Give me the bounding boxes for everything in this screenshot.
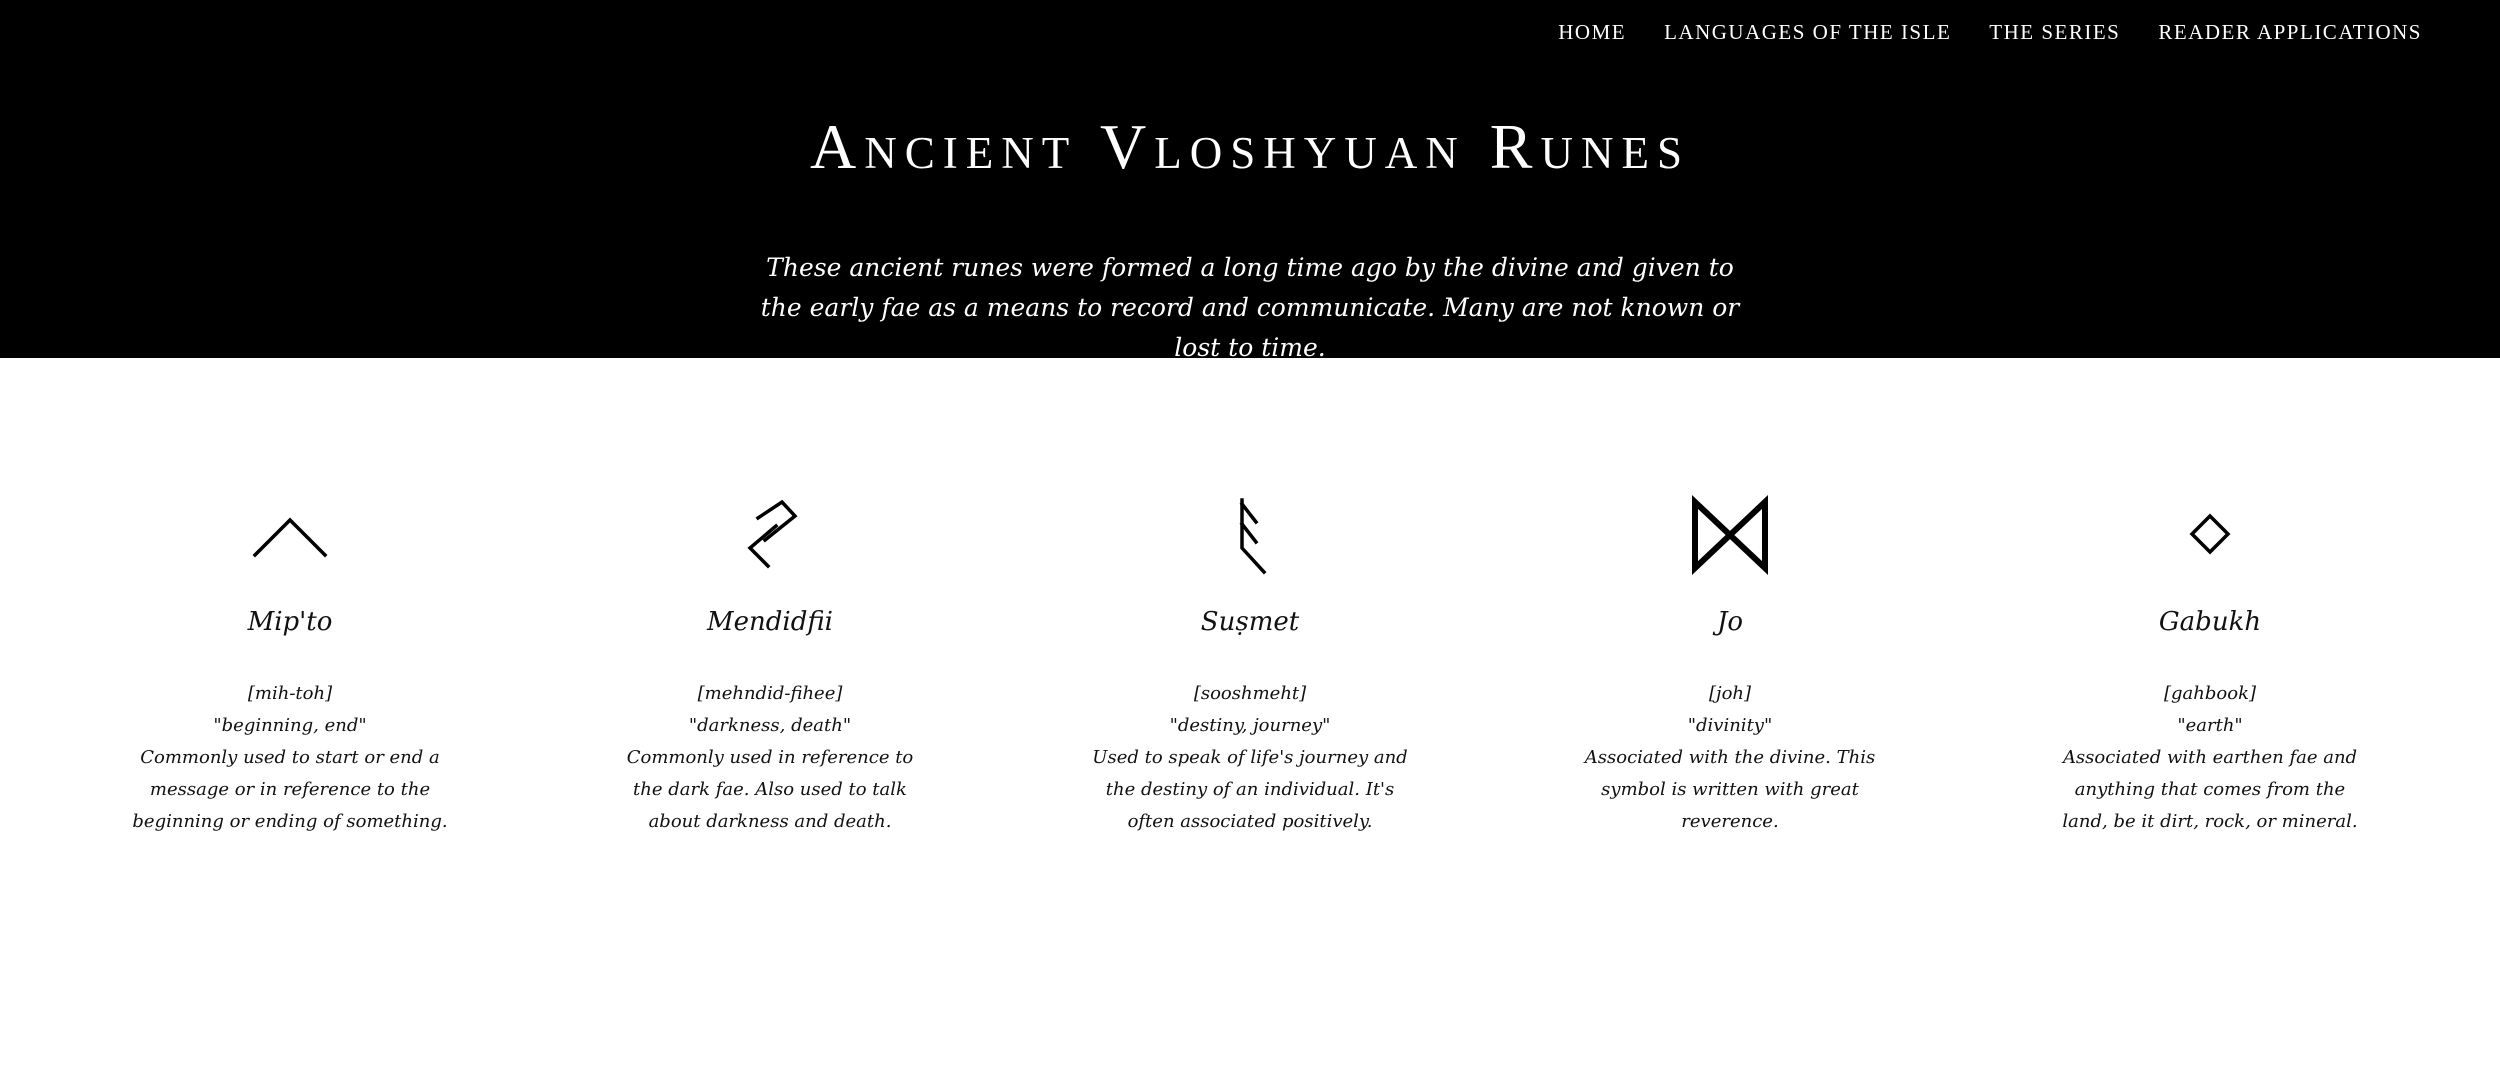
nav-the-series[interactable]: THE SERIES (1989, 20, 2121, 44)
rune-card (1570, 490, 1890, 838)
rune-meaning: "earth" (2177, 715, 2243, 736)
nav-home[interactable]: HOME (1558, 20, 1627, 44)
rune-name: Mip'to (247, 607, 333, 637)
runes-grid (0, 490, 2500, 870)
rune-card (2050, 490, 2370, 838)
caret-rune-icon (240, 490, 340, 580)
rune-details (610, 678, 930, 838)
rune-name: Gabukh (2158, 607, 2262, 637)
bowtie-rune-icon (1680, 490, 1780, 580)
rune-name: Suṣmet (1200, 607, 1300, 637)
rune-pronunciation: [mehndid-fihee] (697, 683, 843, 704)
rune-details (2050, 678, 2370, 838)
page-title: Ancient Vloshyuan Runes (810, 111, 1690, 182)
rune-card (1090, 490, 1410, 838)
hook-rune-icon (720, 490, 820, 580)
rune-description: Associated with the divine. This symbol is written with great reverence. (1584, 747, 1876, 832)
hero-banner (0, 0, 2500, 362)
rune-description: Used to speak of life's journey and the destiny of an individual. It's often associated positively. (1092, 747, 1408, 832)
rune-details (1570, 678, 1890, 838)
nav-languages-of-the-isle[interactable]: LANGUAGES OF THE ISLE (1664, 20, 1952, 44)
rune-name: Mendidfii (706, 607, 833, 637)
rune-meaning: "divinity" (1687, 715, 1773, 736)
rune-details (1090, 678, 1410, 838)
main-nav (1558, 20, 2422, 45)
rune-description: Commonly used in reference to the dark fae. Also used to talk about darkness and death. (626, 747, 914, 832)
rune-pronunciation: [gahbook] (2164, 683, 2256, 704)
rune-details (130, 678, 450, 838)
rune-description: Associated with earthen fae and anything that comes from the land, be it dirt, rock, or mineral. (2062, 747, 2358, 832)
rune-meaning: "destiny, journey" (1169, 715, 1331, 736)
rune-meaning: "beginning, end" (213, 715, 367, 736)
rune-pronunciation: [joh] (1708, 683, 1752, 704)
intro-text: These ancient runes were formed a long time ago by the divine and given to the early fae as a means to record and communicate. Many are not known or lost to time. (760, 253, 1740, 362)
rune-name: Jo (1716, 607, 1744, 637)
rune-card (130, 490, 450, 838)
rune-pronunciation: [sooshmeht] (1193, 683, 1307, 704)
rune-pronunciation: [mih-toh] (247, 683, 333, 704)
diamond-rune-icon (2160, 490, 2260, 580)
rune-description: Commonly used to start or end a message or in reference to the beginning or ending of something. (132, 747, 448, 832)
nav-reader-applications[interactable]: READER APPLICATIONS (2158, 20, 2422, 44)
branch-rune-icon (1200, 490, 1300, 580)
rune-card (610, 490, 930, 838)
rune-meaning: "darkness, death" (688, 715, 852, 736)
